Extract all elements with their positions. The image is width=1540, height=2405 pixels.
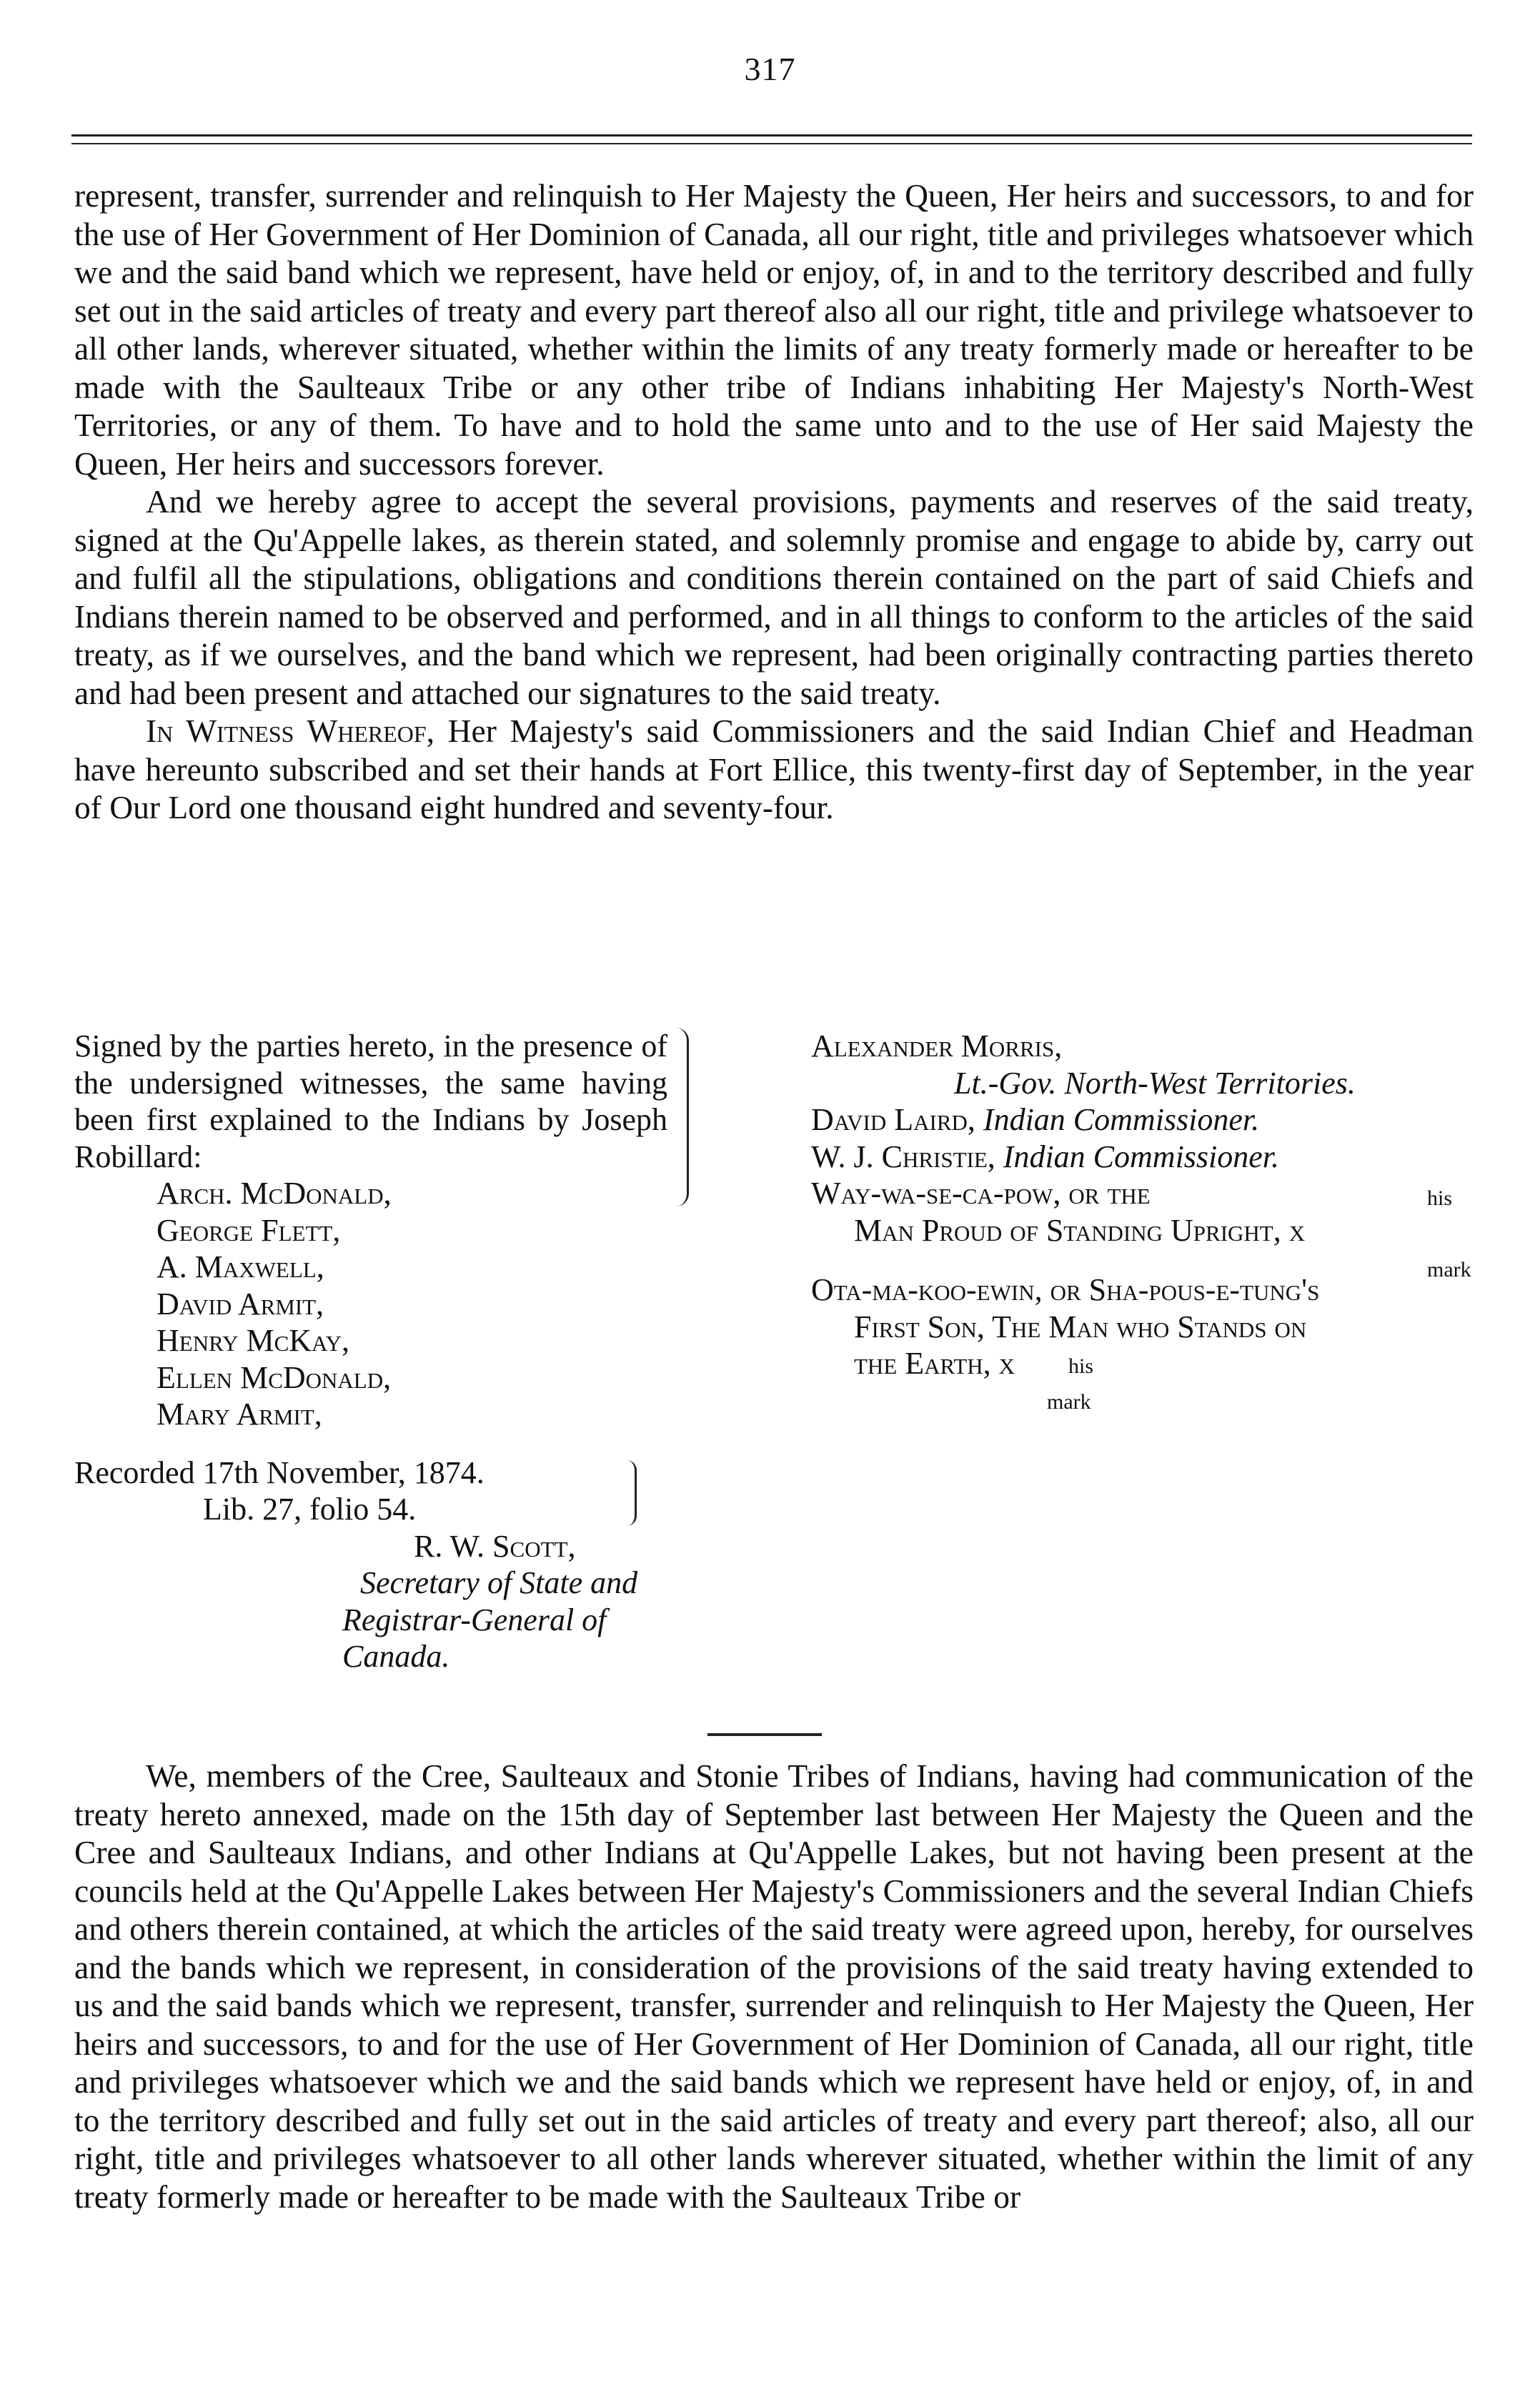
- otama-line-2: First Son, The Man who Stands on: [854, 1309, 1307, 1344]
- paragraph-adhesion: We, members of the Cree, Saulteaux and Stonie Tribes of Indians, having had communication of the treaty hereto annexed, made on the 15th day of September last between Her Majesty the Queen and the Cree and Saulteaux Indians, and other Indians at Qu'Appelle Lakes, but not having been present at the councils held at the Qu'Appelle Lakes between Her Majesty's Commissioners and the several Indian Chiefs and others therein contained, at which the articles of the said treaty were agreed upon, hereby, for ourselves and the bands which we represent, in consideration of the provisions of the said treaty having extended to us and the said bands which we represent, transfer, surrender and relinquish to Her Majesty the Queen, Her heirs and successors, to and for the use of Her Government of Her Dominion of Canada, all our right, title and privileges whatsoever which we and the said bands which we represent have held or enjoy, of, in and to the territory described and fully set out in the said articles of treaty and every part thereof; also, all our right, title and privileges whatsoever to all other lands wherever situated, whether within the limit of any treaty formerly made or hereafter to be made with the Saulteaux Tribe or: [74, 1757, 1474, 2215]
- registrar-title-2: Registrar-General of Canada.: [342, 1602, 607, 1674]
- witness-whereof-text: Her Majesty's said Commissioners and the said Indian Chief and Headman have hereunto subscribed and set their hands at Fort Ellice, this twenty-first day of September, in the year of Our Lord one thousand eight hundred and seventy-four.: [74, 713, 1474, 825]
- x-mark: x: [1288, 1212, 1306, 1248]
- witness-name: Henry McKay,: [157, 1323, 349, 1358]
- x-mark: x: [998, 1346, 1015, 1381]
- body-text-top: [74, 177, 1474, 827]
- recorded-block: [74, 1454, 646, 1528]
- witness-name: David Armit,: [157, 1286, 324, 1321]
- witness-list: [157, 1175, 717, 1433]
- signatory-morris-title: Lt.-Gov. North-West Territories.: [954, 1065, 1356, 1101]
- recorded-date: Recorded 17th November, 1874.: [74, 1454, 485, 1490]
- page-number: 317: [744, 51, 796, 87]
- witness-name: Arch. McDonald,: [157, 1176, 392, 1211]
- recorded-brace: [617, 1460, 637, 1526]
- witness-signature-block: [74, 1028, 717, 1675]
- mark-label: mark: [1427, 1258, 1471, 1281]
- signatory-otamakooewin: [811, 1271, 1476, 1414]
- witness-whereof-lead: In Witness Whereof,: [146, 713, 435, 749]
- otama-line-3: the Earth, x: [854, 1346, 1015, 1381]
- signatory-morris: Alexander Morris,: [811, 1028, 1063, 1063]
- registrar-title-1: Secretary of State and: [360, 1565, 638, 1600]
- signed-intro: [74, 1028, 689, 1175]
- spacer: [811, 1249, 1476, 1271]
- registrar-name: R. W. Scott,: [414, 1528, 576, 1564]
- recorded-lib: Lib. 27, folio 54.: [203, 1492, 417, 1527]
- signatory-laird: David Laird, Indian Commissioner.: [811, 1102, 1260, 1137]
- witness-name: Ellen McDonald,: [157, 1359, 392, 1395]
- witness-name: Mary Armit,: [157, 1397, 322, 1432]
- waywa-line-1: Way-wa-se-ca-pow, or the: [811, 1176, 1151, 1211]
- witness-name: A. Maxwell,: [157, 1249, 324, 1284]
- paragraph-continuation: represent, transfer, surrender and relinquish to Her Majesty the Queen, Her heirs and successors, to and for the use of Her Government of Her Dominion of Canada, all our right, title and privileges whatsoever which we and the said band which we represent, have held or enjoy, of, in and to the territory described and fully set out in the said articles of treaty and every part thereof also all our right, title and privilege whatsoever to all other lands, wherever situated, whether within the limits of any treaty formerly made or hereafter to be made with the Saulteaux Tribe or any other tribe of Indians inhabiting Her Majesty's North-West Territories, or any of them. To have and to hold the same unto and to the use of Her said Majesty the Queen, Her heirs and successors forever.: [74, 177, 1474, 482]
- his-label: his: [1068, 1354, 1094, 1378]
- header-rule-thin: [71, 143, 1472, 144]
- header-rule: [71, 134, 1472, 137]
- body-text-bottom: [74, 1757, 1474, 2216]
- paragraph-agreement: And we hereby agree to accept the several provisions, payments and reserves of the said treaty, signed at the Qu'Appelle lakes, as therein stated, and solemnly promise and engage to abide by, carry out and fulfil all the stipulations, obligations and conditions therein contained on the part of said Chiefs and Indians therein named to be observed and performed, and in all things to conform to the articles of the said treaty, as if we ourselves, and the band which we represent, had been originally contracting parties thereto and had been present and attached our signatures to the said treaty.: [74, 483, 1474, 711]
- paragraph-witness-whereof: [74, 712, 1474, 827]
- intro-brace: [667, 1028, 689, 1206]
- witness-name: George Flett,: [157, 1212, 341, 1248]
- waywa-line-2: Man Proud of Standing Upright, x: [854, 1212, 1306, 1248]
- signed-intro-text: Signed by the parties hereto, in the presence of the undersigned witnesses, the same having been first explained to the Indians by Joseph Robillard:: [74, 1028, 667, 1174]
- section-divider: [707, 1733, 822, 1736]
- signatory-waywasecapow: [811, 1175, 1476, 1281]
- otama-line-1: Ota-ma-koo-ewin, or Sha-pous-e-tung's: [811, 1272, 1320, 1307]
- signatory-christie: W. J. Christie, Indian Commissioner.: [811, 1139, 1280, 1174]
- his-label: his: [1427, 1186, 1453, 1210]
- mark-label: mark: [1047, 1390, 1091, 1414]
- commissioner-signature-block: [811, 1028, 1476, 1414]
